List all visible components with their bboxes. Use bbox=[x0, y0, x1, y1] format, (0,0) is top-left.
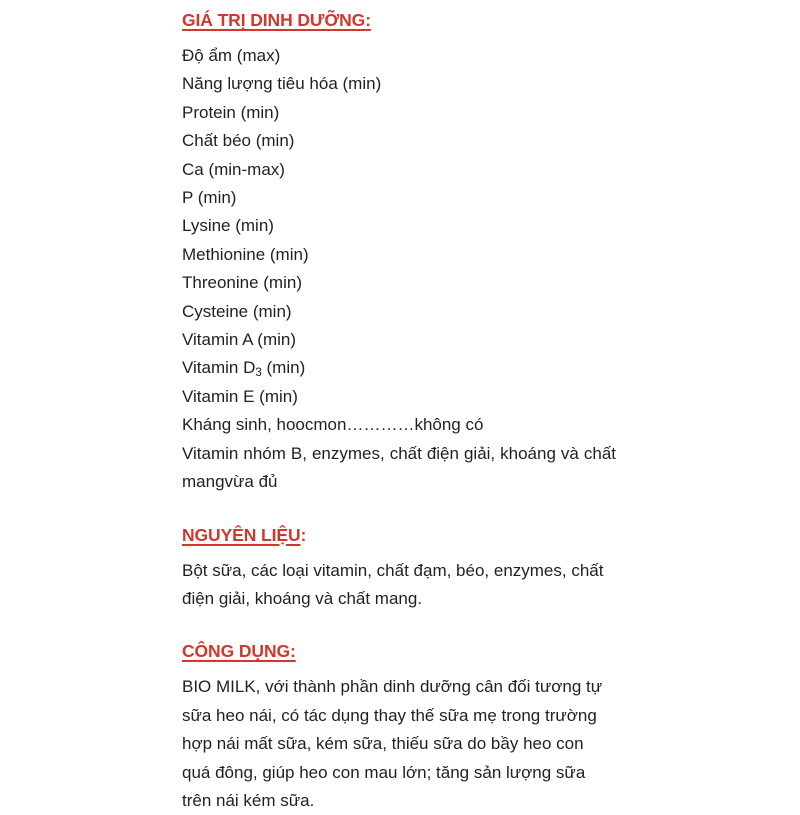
heading-uses-colon: : bbox=[290, 641, 296, 662]
ingredients-paragraph: Bột sữa, các loại vitamin, chất đạm, béo, enzymes, chất điện giải, khoáng và chất mang. bbox=[182, 560, 604, 608]
heading-ingredients-label: NGUYÊN LIỆU bbox=[182, 524, 301, 545]
list-item: Vitamin A (min) bbox=[182, 330, 297, 350]
heading-nutrition bbox=[182, 6, 616, 34]
heading-nutrition-label: GIÁ TRỊ DINH DƯỠNG bbox=[182, 10, 366, 30]
section-spacer-1 bbox=[182, 497, 616, 521]
heading-uses-label: CÔNG DỤNG bbox=[182, 641, 290, 662]
nutrition-vitamin-b-paragraph: Vitamin nhóm B, enzymes, chất điện giải, khoáng và chất mangvừa đủ bbox=[182, 443, 616, 492]
section-ingredients bbox=[182, 521, 616, 614]
list-item: Lysine (min) bbox=[182, 216, 274, 236]
section-spacer-2 bbox=[182, 613, 616, 637]
heading-ingredients bbox=[182, 521, 616, 549]
list-item-vitamin-d3 bbox=[182, 354, 616, 382]
list-item: Ca (min-max) bbox=[182, 159, 285, 179]
product-info-sheet bbox=[182, 0, 616, 810]
list-item: Protein (min) bbox=[182, 102, 280, 122]
heading-ingredients-colon: : bbox=[300, 524, 307, 545]
vitamin-d3-subscript: 3 bbox=[255, 367, 262, 380]
heading-uses bbox=[182, 637, 616, 665]
vitamin-d3-suffix: (min) bbox=[261, 358, 306, 378]
list-item: Năng lượng tiêu hóa (min) bbox=[182, 74, 382, 94]
list-item: Cysteine (min) bbox=[182, 301, 292, 321]
list-item: Vitamin E (min) bbox=[182, 386, 298, 406]
list-item: Độ ẩm (max) bbox=[182, 46, 281, 65]
uses-paragraph: BIO MILK, với thành phần dinh dưỡng cân đối tương tự sữa heo nái, có tác dụng thay thế sữa mẹ trong trường hợp nái mất sữa, kém sữa, thiếu sữa do bầy heo con quá đông, giúp heo con mau lớn; tăng sản lượng sữa trên nái kém sữa. bbox=[182, 677, 603, 810]
list-item-antibiotics: Kháng sinh, hoocmon…………không có bbox=[182, 415, 484, 435]
list-item: Threonine (min) bbox=[182, 273, 302, 293]
section-uses bbox=[182, 637, 616, 815]
vitamin-d3-prefix: Vitamin D bbox=[182, 358, 256, 378]
section-nutrition bbox=[182, 0, 616, 497]
list-item: Chất béo (min) bbox=[182, 131, 295, 151]
list-item: Methionine (min) bbox=[182, 244, 309, 264]
list-item: P (min) bbox=[182, 188, 237, 208]
heading-nutrition-colon: : bbox=[365, 10, 371, 30]
nutrition-spec-list bbox=[182, 42, 616, 440]
